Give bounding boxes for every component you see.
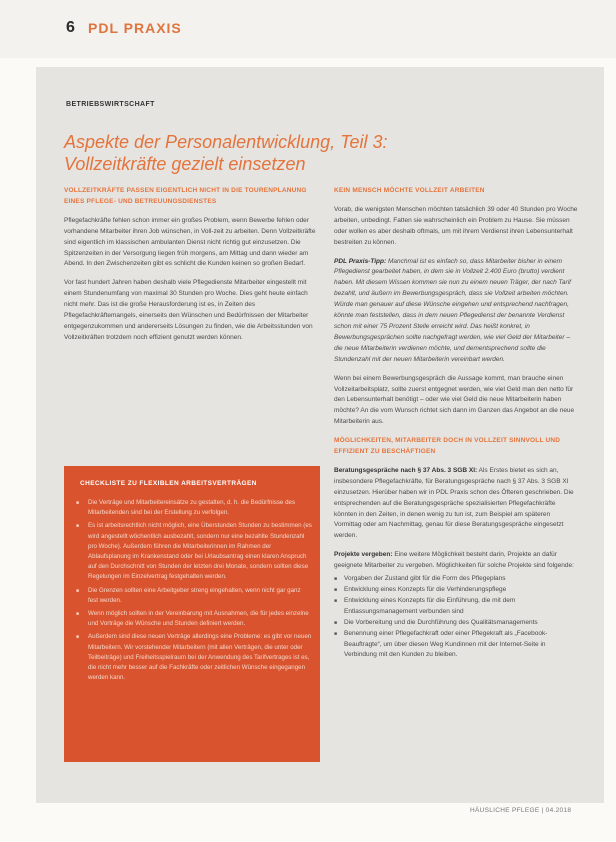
project-item: ■ Entwicklung eines Konzepts für die Verhinderungspflege [334,585,578,596]
project-item: ■ Die Vorbereitung und die Durchführung des Qualitätsmanagements [334,618,578,629]
right-paragraph-2: Wenn bei einem Bewerbungsgespräch die Aussage kommt, man brauche einen Vollzeitarbeitsplatz, sollte zuerst entgegnet werden, wie viel Geld man den netto für den Lebensunterhalt benötigt – oder wie viel Geld die neue Mitarbeiterin haben möchte? An die vom Wunsch richtet sich dann im Ganzen das Angebot an die neue Mitarbeiterin aus. [334,374,575,426]
checklist-item: ■ Es ist arbeitsrechtlich nicht möglich, eine Überstunden Stunden zu bestimmen (es wird angestellt wöchentlich ausbezahlt, sondern nur eine bezahlte Stundenzahl pro Woche). Außerdem führen die Mitarbeiterinnen im Rahmen der Ablaufsplanung im Krankenstand oder bei Urlaubsantrag einen klaren Anspruch auf den Durchschnitt von Stunden der letzten drei Monate, sondern sollten diese Regelungen im Einzelvertrag festgehalten werden. [76,521,312,582]
left-heading: VOLLZEITKRÄFTE PASSEN EIGENTLICH NICHT IN DIE TOURENPLANUNG EINES PFLEGE- UND BETREUUNGSDIENSTES [64,187,307,205]
checklist-item: ■ Wenn möglich sollten in der Vereinbarung mit Ausnahmen, die für jedes einzelne und Vorträge die Wünsche und Stunden definiert werden. [76,609,312,629]
magazine-title: PDL PRAXIS [88,20,182,36]
tip-paragraph [334,257,578,366]
right-paragraph-1: Vorab, die wenigsten Menschen möchten tatsächlich 39 oder 40 Stunden pro Woche arbeiten, unbedingt. Fatten sie wahrscheinlich ein Problem zu Hause. Sie müssen oder wollen es aber deshalb oftmals, um mit ihrem Verdienst ihren Lebensunterhalt bestreiten zu können. [334,205,578,246]
consultation-label: Beratungsgespräche nach § 37 Abs. 3 SGB XI: [334,466,478,474]
right-heading-1: KEIN MENSCH MÖCHTE VOLLZEIT ARBEITEN [334,187,485,194]
checklist-items [76,498,312,686]
right-heading-2: MÖGLICHKEITEN, MITARBEITER DOCH IN VOLLZEIT SINNVOLL UND EFFIZIENT ZU BESCHÄFTIGEN [334,437,561,456]
tip-label: PDL Praxis-Tipp: [334,257,387,265]
project-item: ■ Benennung einer Pflegefachkraft oder einer Pflegekraft als „Facebook-Beauftragte“, um über diesen Weg Kundinnen mit der Internet-Seite in Verbindung mit den Kunden zu bleiben. [334,629,578,662]
checklist-item: ■ Außerdem sind diese neuen Verträge allerdings eine Probleme: es gibt vor neuen Mitarbeitern. Wir vorstehender Mitarbeitern (mit allen Verträgen, die unter oder Teilbeiträge) und Freiheitsspielraum bei der Anwendung des Tarifvertrages ist es, die nicht mehr besser auf die Fachkräfte oder zeitlichen Wünsche eingegangen werden kann. [76,632,312,683]
checklist-item: ■ Die Verträge und Mitarbeitereinsätze zu gestalten, d. h. die Bedürfnisse des Mitarbeitenden sind bei der Erstellung zu verfolgen. [76,498,312,518]
left-paragraph-2: Vor fast hundert Jahren haben deshalb viele Pflegedienste Mitarbeiter eingestellt mit einem Stundenumfang von maximal 30 Stunden pro Woche. Dies geht heute einfach nicht mehr. Das ist die große Herausforderung ist es, in Zeiten des Pflegefachkräftemangels, einerseits den Wünschen und Bedürfnissen der Mitarbeiter entgegenzukommen und andererseits Lösungen zu finden, wie die Arbeitsstunden von Vollzeitkräften trotzdem noch effizient genutzt werden können. [64,279,313,341]
projects-list [334,574,578,661]
checklist-title: CHECKLISTE ZU FLEXIBLEN ARBEITSVERTRÄGEN [80,480,257,487]
left-column [64,186,320,352]
consultation-text: Als Erstes bietet es sich an, insbesondere Pflegefachkräfte, für Beratungsgespräche nach § 37 Abs. 3 SGB XI einzusetzen. Hierüber haben wir in PDL Praxis schon des Öfteren geschrieben. Die entsprechenden auf die Beratungsgespräche spezialisierten Pflegefachkräfte könnten in den Zeiten, in denen wenig zu tun ist, zum Beispiel am späteren Vormittag oder am Nachmittag, genau für diese Beratungsgespräche eingesetzt werden. [334,466,574,540]
right-column [334,186,578,661]
tip-text: Manchmal ist es einfach so, dass Mitarbeiter bisher in einem Pflegedienst gearbeitet haben, in dem sie in Vollzeit 2.400 Euro (brutto) verdient haben. Mit diesem Wissen kommen sie nun zu einem neuen Träger, der nach Tarif bezahlt, und äußern im Bewerbungsgespräch, dass sie Vollzeit arbeiten möchten. Würde man genauer auf diese Wünsche eingehen und entsprechend nachfragen, könnte man feststellen, dass in dem neuen Pflegedienst der benannte Verdienst schon mit einer 75 Prozent Stelle erreicht wird. Das heißt konkret, in Bewerbungsgesprächen sollte nachgefragt werden, wie viel Geld der Mitarbeiter – die neue Mitarbeiterin verdienen möchte, und dementsprechend sollte die Stundenzahl mit der neuen Mitarbeiterin vereinbart werden. [334,257,571,363]
page-number: 6 [66,19,75,36]
project-item: ■ Vorgaben der Zustand gibt für die Form des Pflegeplans [334,574,578,585]
checklist-item: ■ Die Grenzen sollten eine Arbeitgeber streng eingehalten, wenn nicht gar ganz fest werden. [76,586,312,606]
projects-label: Projekte vergeben: [334,551,393,559]
right-paragraph-4 [334,550,578,572]
section-label: BETRIEBSWIRTSCHAFT [66,101,155,108]
checklist-box [64,466,320,762]
projects-text: Eine weitere Möglichkeit besteht darin, Projekte an dafür geeignete Mitarbeiter zu vergeben. Möglichkeiten für solche Projekte sind folgende: [334,551,574,570]
left-paragraph-1: Pflegefachkräfte fehlen schon immer ein großes Problem, wenn Bewerbe fehlen oder vorhandene Mitarbeiter ihren Job wünschen, in Voll-zeit zu arbeiten. Denn Vollzeitkräfte sind eigentlich im klassischen ambulanten Dienst nicht richtig gut einzusetzen. Die Spitzenzeiten in der Versorgung liegen früh morgens, am Mittag und dann wieder am Abend. In den Zwischenzeiten gibt es schlicht die Kunden keinen so großen Bedarf. [64,216,316,268]
article-title: Aspekte der Personalentwicklung, Teil 3: Vollzeitkräfte gezielt einsetzen [64,132,388,174]
footer-issue: HÄUSLICHE PFLEGE | 04.2018 [470,807,572,814]
right-paragraph-3 [334,466,578,542]
project-item: ■ Entwicklung eines Konzepts für die Einführung, die mit dem Entlassungsmanagement verbunden sind [334,596,578,618]
